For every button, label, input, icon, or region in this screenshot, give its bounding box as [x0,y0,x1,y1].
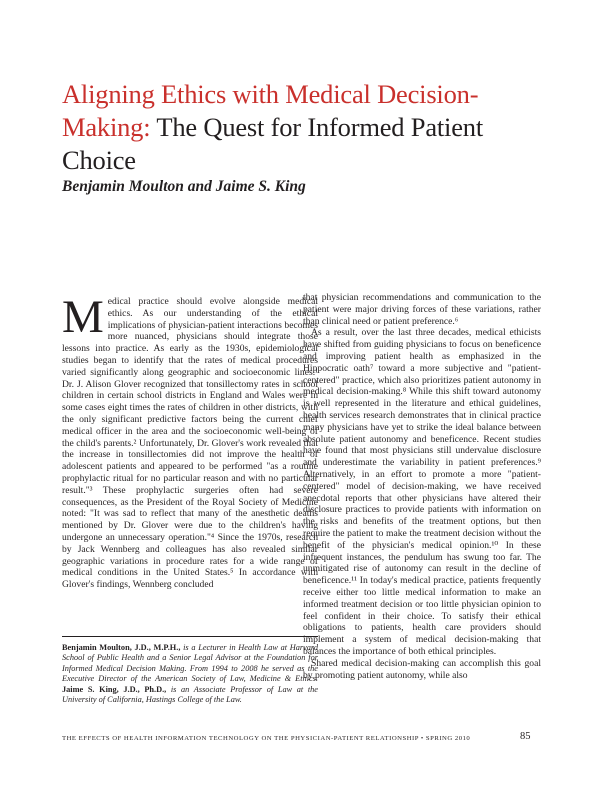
right-column-paragraph-3: Shared medical decision-making can accomplish this goal by promoting patient autonomy, while also [303,657,541,681]
right-column-paragraph-2: As a result, over the last three decades, medical ethicists have shifted from guiding physicians to focus on beneficence and improving patient health as emphasized in the Hippocratic oath⁷ toward a more subjective and "patient-centered" practice, which also prioritizes patient autonomy in medical decision-making.⁸ While this shift toward autonomy is well represented in the literature and ethical guidelines, health services research demonstrates that in clinical practice many physicians have yet to strike the ideal balance between absolute patient autonomy and beneficence. Recent studies have found that most physicians still undervalue disclosure and underestimate the variability in patient preferences.⁹ Alternatively, in an effort to promote a more "patient-centered" model of decision-making, we have received anecdotal reports that other physicians have altered their disclosure practices to provide patients with information on the risks and benefits of the treatment options, but then require the patient to make the treatment decision without the benefit of the physician's medical opinion.¹⁰ In these infrequent instances, the pendulum has swung too far. The unmitigated rise of autonomy can result in the decline of beneficence.¹¹ In today's medical practice, patients frequently receive either too little medical information to make an informed treatment decision or too little physician opinion to feel confident in their choice. To satisfy their ethical obligations to patients, health care providers should implement a system of medical decision-making that balances the importance of both ethical principles. [303,327,541,657]
author-bio [62,643,318,705]
bio-name-moulton: Benjamin Moulton, J.D., M.P.H., [62,643,181,652]
title-rest: The Quest for Informed Patient Choice [62,112,483,175]
bio-desc-king: is an Associate Professor of Law at the University of California, Hastings College of the Law. [62,684,318,705]
page-number: 85 [520,731,531,742]
left-column [62,291,318,591]
article-authors: Benjamin Moulton and Jaime S. King [62,178,306,195]
bio-desc-moulton: is a Lecturer in Health Law at Harvard School of Public Health and a Senior Legal Advisor at the Foundation for Informed Medical Decision Making. From 1994 to 2008 he served as the Executive Director of the American Society of Law, Medicine & Ethics. [62,643,319,684]
left-column-paragraph [62,291,318,591]
article-title [62,78,532,177]
running-footer: THE EFFECTS OF HEALTH INFORMATION TECHNOLOGY ON THE PHYSICIAN-PATIENT RELATIONSHIP • SPRING 2010 [62,735,471,742]
drop-cap: M [62,291,104,343]
right-column [303,292,541,681]
title-highlight: Aligning Ethics with Medical Decision-Making: [62,79,479,142]
bio-divider [62,636,318,637]
left-column-text: edical practice should evolve alongside medical ethics. As our understanding of the ethical implications of physician-patient interactions becomes more nuanced, physicians should integrate those lessons into practice. As early as the 1930s, epidemiological studies began to identify that the rates of medical procedures varied significantly along geographic and socioeconomic lines.¹ Dr. J. Alison Glover recognized that tonsillectomy rates in school children in certain school districts in England and Wales were in some cases eight times the rates of children in other districts, with the only significant predictive factors being the current chief medical officer in the area and the socioeconomic well-being of the child's parents.² Unfortunately, Dr. Glover's work revealed that the increase in tonsillectomies did not improve the health of adolescent patients and appeared to be performed "as a routine prophylactic ritual for no particular reason and with no particular result."³ These prophylactic surgeries often had severe consequences, as the President of the Royal Society of Medicine noted: "It was sad to reflect that many of the anesthetic deaths mentioned by Dr. Glover were due to the children's having undergone an unnecessary operation."⁴ Since the 1970s, research by Jack Wennberg and colleagues has also revealed similar geographic variations in procedure rates for a wide range of medical conditions in the United States.⁵ In accordance with Glover's findings, Wennberg concluded [62,296,318,591]
right-column-paragraph-1: that physician recommendations and communication to the patient were major driving forces of these variations, rather than clinical need or patient preference.⁶ [303,292,541,327]
bio-name-king: Jaime S. King, J.D., Ph.D., [62,684,167,694]
